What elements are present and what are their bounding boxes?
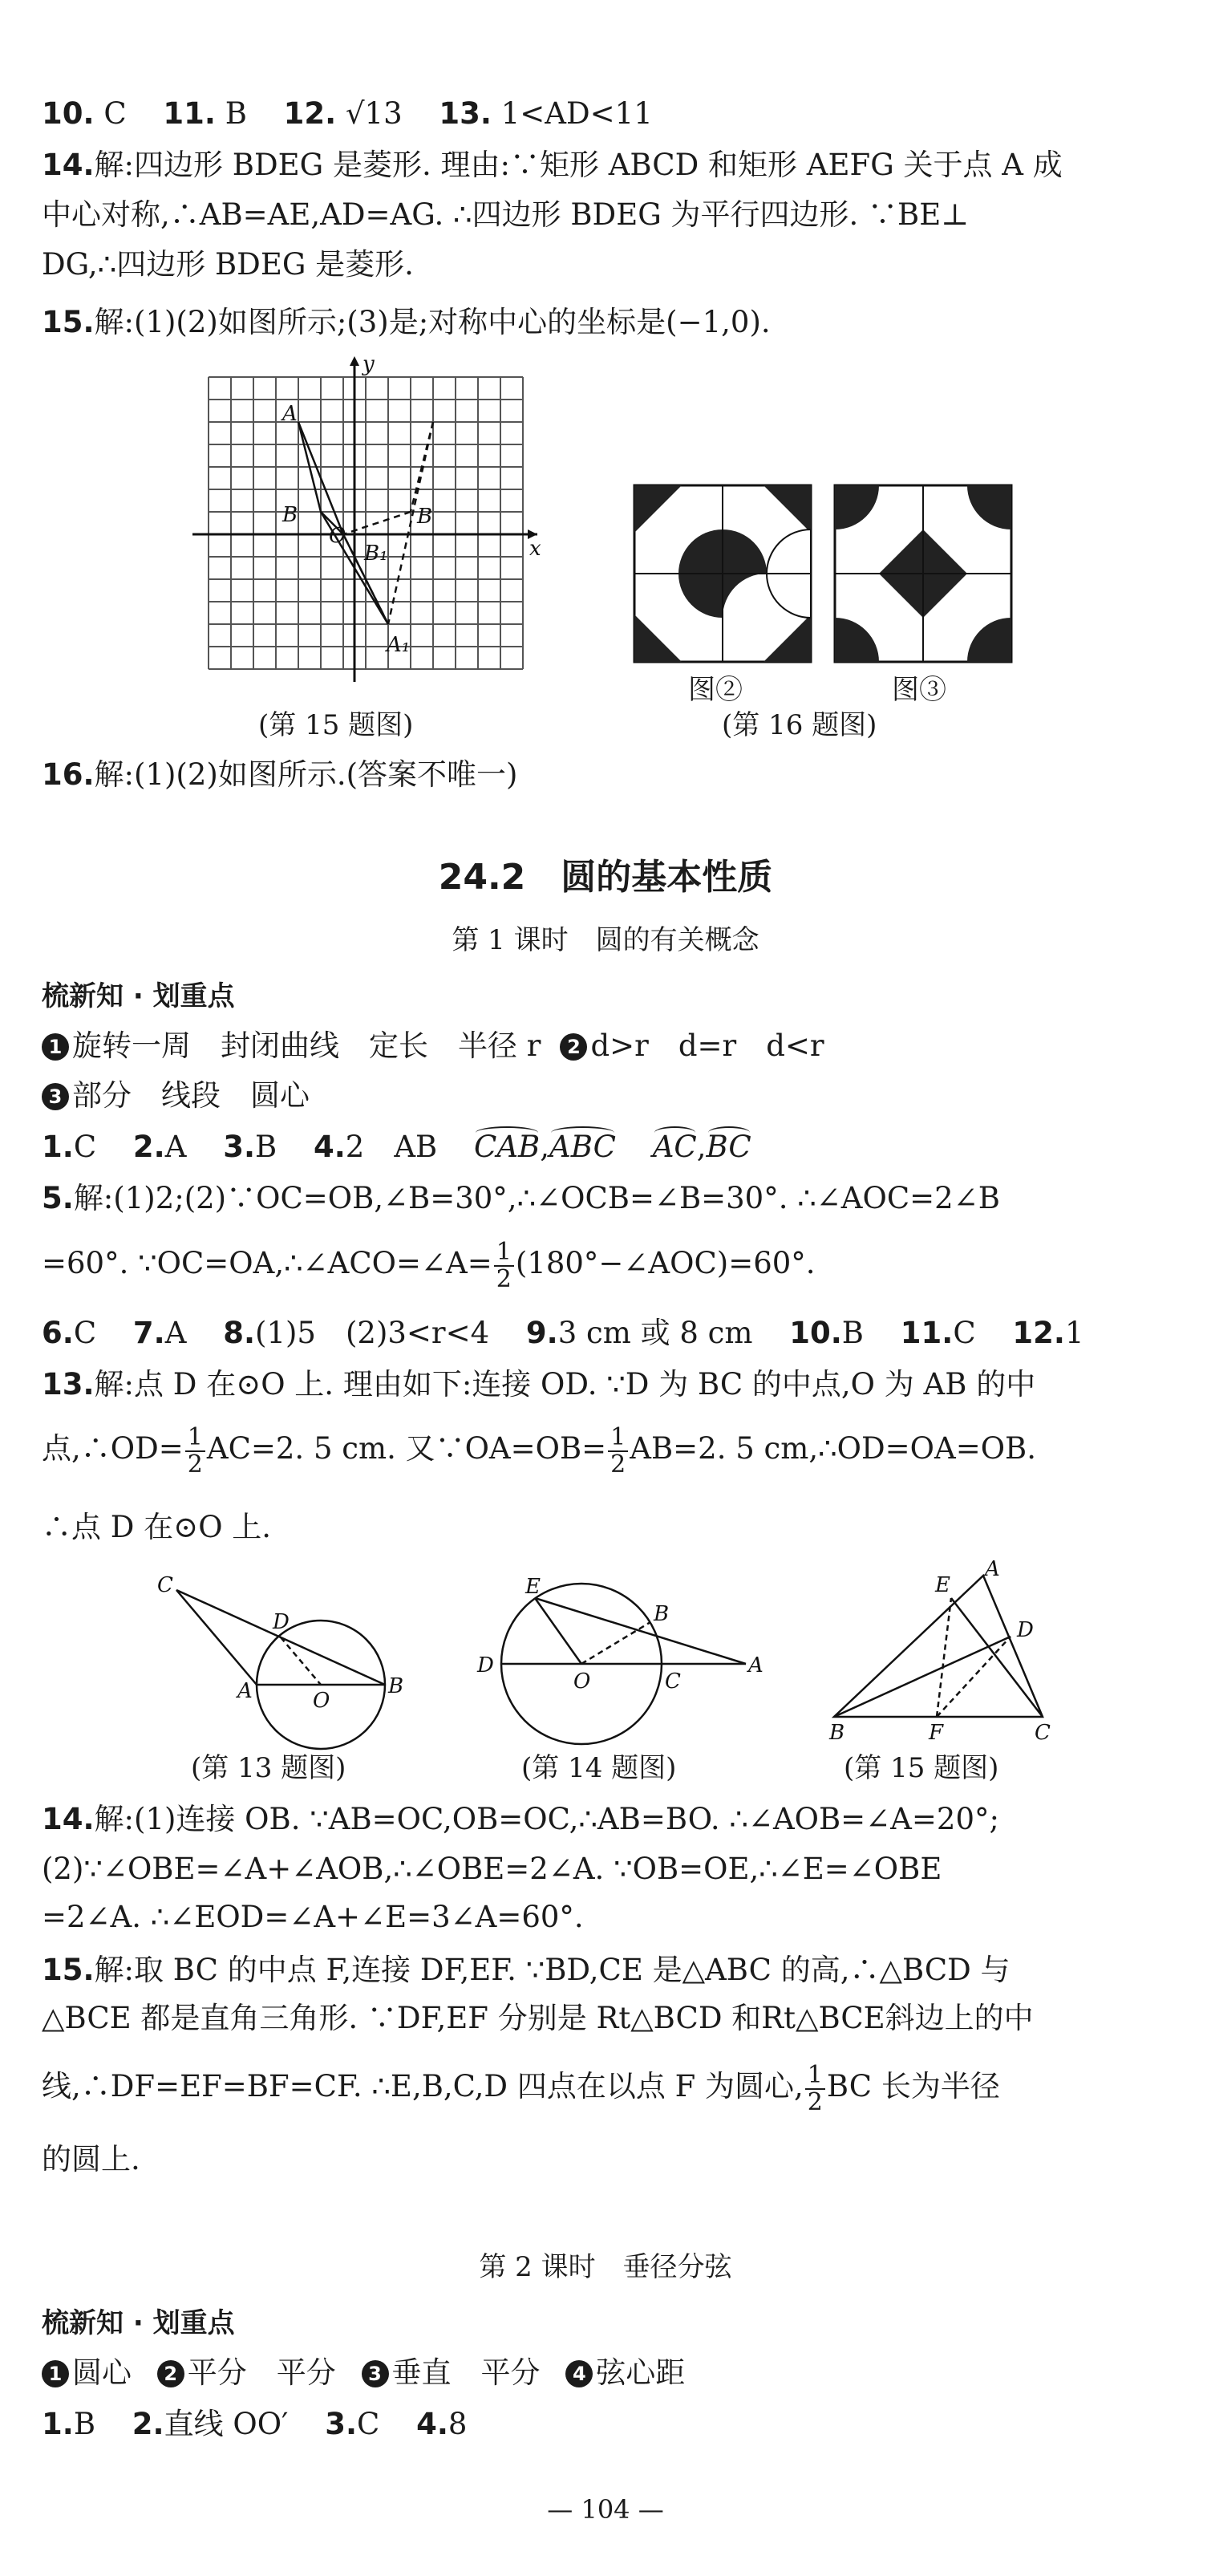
fraction-half: $\frac{1}{2}$ bbox=[494, 1239, 514, 1292]
answer-row-10-13: 10. C 11. B 12. √13 13. 1<AD<11 bbox=[42, 96, 653, 131]
svg-text:x: x bbox=[529, 537, 541, 561]
svg-text:F: F bbox=[929, 1721, 944, 1745]
s1-answers-1-4: 1.C 2.A 3.B 4.2 AB CAB,ABC AC,BC bbox=[42, 1128, 1179, 1166]
s2-answers-1-4: 1.B 2.直线 OO′ 3.C 4.8 bbox=[42, 2407, 468, 2441]
q14-line2: 中心对称,∴AB=AE,AD=AG. ∴四边形 BDEG 为平行四边形. ∵BE⊥ bbox=[42, 197, 970, 232]
fig14-caption: (第 14 题图) bbox=[521, 1752, 677, 1784]
lesson-1-title: 第 1 课时 圆的有关概念 bbox=[452, 924, 759, 956]
s1-q15-line4: 的圆上. bbox=[42, 2142, 140, 2176]
section-title: 24.2 圆的基本性质 bbox=[438, 857, 773, 898]
lesson-2-title: 第 2 课时 垂径分弦 bbox=[479, 2251, 732, 2283]
fig15b-caption: (第 15 题图) bbox=[844, 1752, 999, 1784]
svg-text:C: C bbox=[1035, 1721, 1051, 1745]
q15-answer: 15.解:(1)(2)如图所示;(3)是;对称中心的坐标是(−1,0). bbox=[42, 305, 771, 339]
svg-text:D: D bbox=[477, 1653, 494, 1677]
svg-text:E: E bbox=[935, 1573, 950, 1597]
q5-line2: =60°. ∵OC=OA,∴∠ACO=∠A= $\frac{1}{2}$ (180°−∠AOC)=60°. bbox=[42, 1237, 816, 1293]
svg-text:B: B bbox=[388, 1674, 404, 1698]
fig15-caption: (第 15 题图) bbox=[258, 709, 414, 741]
q13-line2: 点,∴OD= $\frac{1}{2}$ AC=2. 5 cm. 又∵OA=OB= $\frac{1}{2}$ AB=2. 5 cm,∴OD=OA=OB. bbox=[42, 1422, 1036, 1479]
s1-key-points-row2: 3 部分 线段 圆心 bbox=[42, 1077, 1179, 1115]
s1-q14-line1: 14.解:(1)连接 OB. ∵AB=OC,OB=OC,∴AB=BO. ∴∠AOB=∠A=20°; bbox=[42, 1802, 999, 1836]
s1-q15-line1: 15.解:取 BC 的中点 F,连接 DF,EF. ∵BD,CE 是△ABC 的高,∴△BCD 与 bbox=[42, 1953, 1011, 1987]
s1-q15-line2: △BCE 都是直角三角形. ∵DF,EF 分别是 Rt△BCD 和Rt△BCE斜边上的中 bbox=[42, 2001, 1034, 2035]
svg-text:A₁: A₁ bbox=[387, 633, 411, 657]
q13-line1: 13.解:点 D 在⊙O 上. 理由如下:连接 OD. ∵D 为 BC 的中点,O 为 AB 的中 bbox=[42, 1367, 1036, 1402]
fig13-caption: (第 13 题图) bbox=[191, 1752, 346, 1784]
fig15-grid-figure bbox=[192, 353, 561, 706]
page-number: — 104 — bbox=[547, 2494, 664, 2525]
svg-text:B: B bbox=[829, 1721, 845, 1745]
svg-text:B: B bbox=[417, 505, 433, 529]
svg-text:B: B bbox=[282, 503, 298, 527]
fig16-label-3: 图③ bbox=[892, 674, 946, 706]
s1-key-points-row1: 1 旋转一周 封闭曲线 定长 半径 r 2 d>r d=r d<r bbox=[42, 1027, 1179, 1065]
q14-line3: DG,∴四边形 BDEG 是菱形. bbox=[42, 247, 414, 282]
svg-text:D: D bbox=[273, 1610, 290, 1634]
s2-heading: 梳新知 · 划重点 bbox=[42, 2307, 235, 2339]
svg-text:D: D bbox=[1017, 1618, 1034, 1642]
svg-text:E: E bbox=[525, 1575, 541, 1599]
svg-text:A: A bbox=[237, 1679, 253, 1703]
fig16-caption: (第 16 题图) bbox=[722, 709, 877, 741]
s2-key-points: 1 圆心 2 平分 平分 3 垂直 平分 4 弦心距 bbox=[42, 2354, 1179, 2392]
fig14-circle-figure bbox=[469, 1564, 766, 1765]
svg-text:O: O bbox=[573, 1669, 591, 1694]
svg-text:y: y bbox=[362, 352, 375, 376]
svg-text:O: O bbox=[313, 1689, 330, 1713]
fig16-tile-2 bbox=[634, 485, 812, 663]
fig16-tile-3 bbox=[834, 485, 1012, 663]
s1-q14-line2: (2)∵∠OBE=∠A+∠AOB,∴∠OBE=2∠A. ∵OB=OE,∴∠E=∠OBE bbox=[42, 1852, 942, 1886]
svg-text:C: C bbox=[665, 1669, 681, 1694]
grid-lines bbox=[209, 377, 523, 669]
svg-text:B₁: B₁ bbox=[364, 542, 388, 566]
q14-line1: 14.解:四边形 BDEG 是菱形. 理由:∵矩形 ABCD 和矩形 AEFG 关于点 A 成 bbox=[42, 148, 1063, 182]
s1-answers-6-12: 6.C 7.A 8.(1)5 (2)3<r<4 9.3 cm 或 8 cm 10.B 11.C 12.1 bbox=[42, 1316, 1084, 1350]
q5-line1: 5.解:(1)2;(2)∵OC=OB,∠B=30°,∴∠OCB=∠B=30°. ∴∠AOC=2∠B bbox=[42, 1181, 1000, 1215]
svg-text:B: B bbox=[654, 1602, 670, 1626]
s1-heading: 梳新知 · 划重点 bbox=[42, 980, 235, 1012]
svg-text:A: A bbox=[985, 1557, 1000, 1581]
svg-text:A: A bbox=[282, 402, 298, 426]
fig15-triangle-figure bbox=[818, 1556, 1075, 1745]
s1-q15-line3: 线,∴DF=EF=BF=CF. ∴E,B,C,D 四点在以点 F 为圆心, $\frac{1}{2}$ BC 长为半径 bbox=[42, 2060, 1000, 2116]
fig16-label-2: 图② bbox=[688, 674, 743, 706]
fig13-circle-figure bbox=[152, 1572, 425, 1765]
s1-q14-line3: =2∠A. ∴∠EOD=∠A+∠E=3∠A=60°. bbox=[42, 1900, 584, 1934]
svg-text:A: A bbox=[748, 1653, 763, 1677]
q13-line3: ∴点 D 在⊙O 上. bbox=[42, 1510, 272, 1544]
q16-answer: 16.解:(1)(2)如图所示.(答案不唯一) bbox=[42, 757, 518, 792]
svg-text:O: O bbox=[329, 524, 346, 548]
svg-text:C: C bbox=[157, 1573, 173, 1597]
